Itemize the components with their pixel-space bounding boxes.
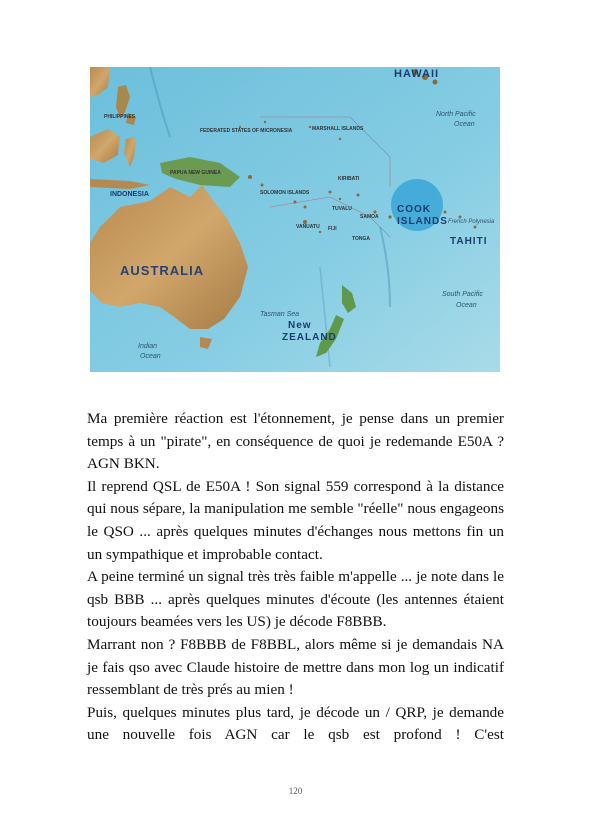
paragraph: Il reprend QSL de E50A ! Son signal 559 correspond à la distance qui nous sépare, la manipulation me semble "réelle" nous engageons le QSO ... après quelques minutes d'échanges nous mettons fin un un sympathique et improbable contact. <box>87 477 504 563</box>
map-label-marshall: MARSHALL ISLANDS <box>312 126 364 132</box>
map-label-tahiti: TAHITI <box>450 236 488 247</box>
body-text <box>87 408 504 747</box>
map-label-north-pacific-ocean: Ocean <box>454 121 475 128</box>
map-label-fiji: FIJI <box>328 226 337 232</box>
paragraph: A peine terminé un signal très très faible m'appelle ... je note dans le qsb BBB ... après quelques minutes d'écoute (les antennes étaient toujours beamées vers les US) je décode F8BBB. <box>87 568 504 631</box>
page-number: 120 <box>288 786 303 796</box>
map-label-tasman: Tasman Sea <box>260 311 300 318</box>
paragraph: Ma première réaction est l'étonnement, je pense dans un premier temps à un "pirate", en conséquence de quoi je redemande E50A ? AGN BKN. <box>87 410 504 473</box>
map-label-polynesia: French Polynesia <box>448 219 495 225</box>
map-label-indonesia: INDONESIA <box>110 191 149 198</box>
map-label-vanuatu: VANUATU <box>296 224 320 230</box>
paragraph: Marrant non ? F8BBB de F8BBL, alors même si je demandais NA je fais qso avec Claude histoire de mettre dans mon log un indicatif ressemblant de très prés au mien ! <box>87 635 504 699</box>
map-label-micronesia: FEDERATED STATES OF MICRONESIA <box>200 128 293 134</box>
map-label-cook: COOK <box>397 204 431 215</box>
map-label-tuvalu: TUVALU <box>332 206 352 212</box>
map-label-indian-ocean: Ocean <box>140 353 161 360</box>
map-label-tonga: TONGA <box>352 236 370 242</box>
map-label-new: New <box>288 320 312 331</box>
map-label-samoa: SAMOA <box>360 214 379 220</box>
map-label-solomon: SOLOMON ISLANDS <box>260 190 310 196</box>
map-label-cook-islands: ISLANDS <box>397 216 448 227</box>
map-label-philippines: PHILIPPINES <box>104 114 136 120</box>
map-label-hawaii: HAWAII <box>394 68 440 80</box>
map-label-north-pacific: North Pacific <box>436 111 476 118</box>
map-label-indian: Indian <box>138 343 158 350</box>
map-label-papua: PAPUA NEW GUINEA <box>170 170 221 176</box>
map-label-australia: AUSTRALIA <box>120 263 205 278</box>
map-label-kiribati: KIRIBATI <box>338 176 360 182</box>
map-label-south-pacific-ocean: Ocean <box>456 302 477 309</box>
map-label-south-pacific: South Pacific <box>442 291 483 298</box>
pacific-map <box>90 67 500 372</box>
paragraph: Puis, quelques minutes plus tard, je décode un / QRP, je demande une nouvelle fois AGN car le qsb est profond ! C'est <box>87 703 504 744</box>
map-label-zealand: ZEALAND <box>282 332 337 343</box>
